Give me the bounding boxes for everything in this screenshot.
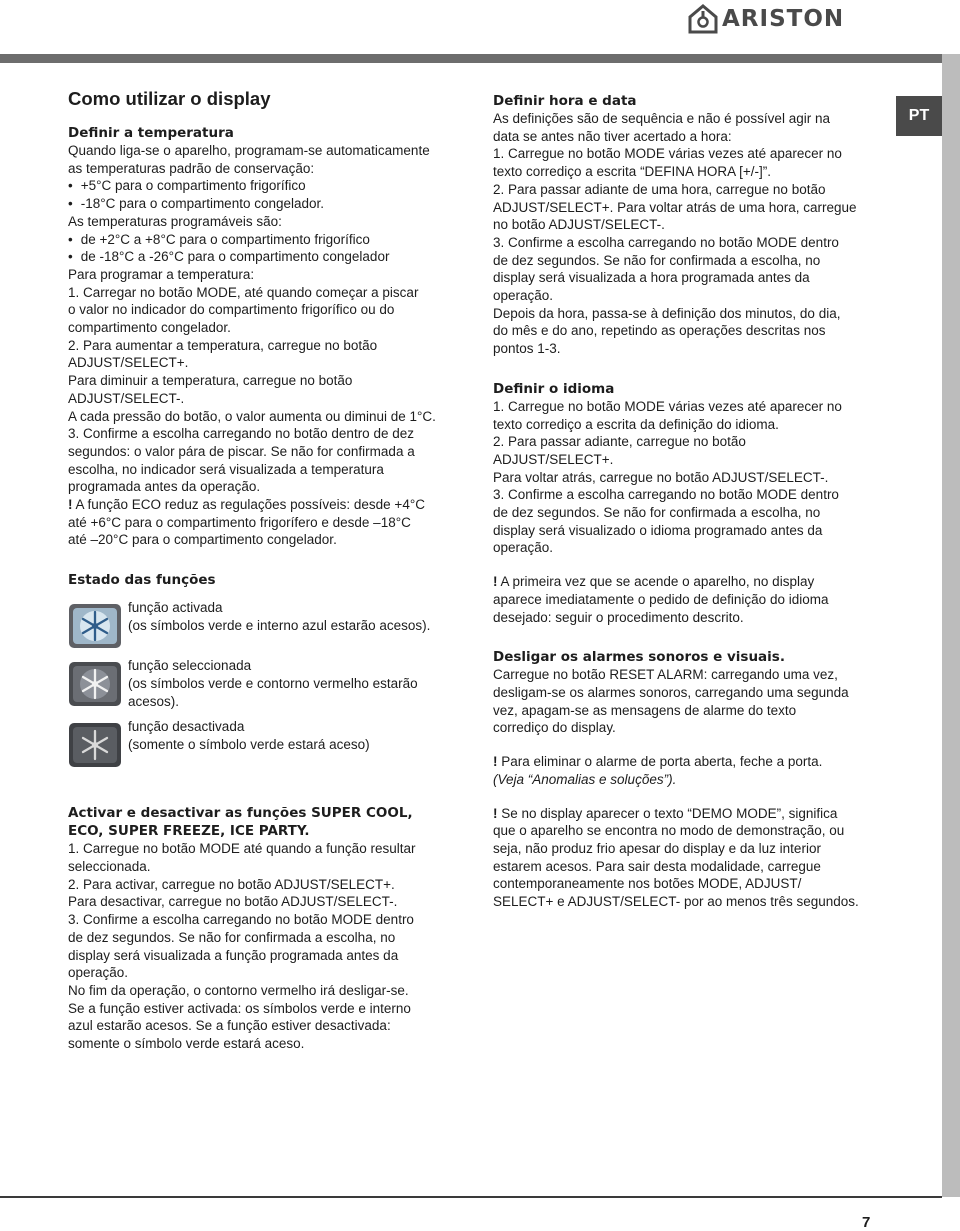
brand-name: ARISTON	[722, 6, 845, 32]
page-number: 7	[862, 1214, 871, 1231]
text-line: 3. Confirme a escolha carregando no botão dentro de dez	[68, 426, 414, 442]
status-desc: acesos).	[128, 693, 180, 709]
first-on-note	[493, 573, 888, 591]
text-line: seja, não produz frio apesar do display e da luz interior	[493, 840, 821, 856]
snowflake-inactive-icon	[68, 722, 122, 768]
text-line: ADJUST/SELECT+.	[68, 355, 189, 371]
text-line: SELECT+ e ADJUST/SELECT- por ao menos três segundos.	[493, 894, 859, 910]
text-line: ADJUST/SELECT+. Para voltar atrás de uma hora, carregue	[493, 199, 857, 215]
section-heading-functions-cont: ECO, SUPER FREEZE, ICE PARTY.	[68, 823, 310, 840]
text-line: 2. Para passar adiante de uma hora, carregue no botão	[493, 181, 826, 197]
right-column	[493, 92, 888, 911]
text-line: A primeira vez que se acende o aparelho, no display	[497, 574, 815, 590]
status-item-selected	[68, 657, 468, 710]
text-line: Se no display aparecer o texto “DEMO MODE”, significa	[497, 805, 838, 821]
footer-divider	[0, 1196, 942, 1198]
text-line: somente o símbolo verde estará aceso.	[68, 1036, 305, 1052]
status-label: função desactivada	[128, 719, 245, 735]
text-line: de dez segundos. Se não for confirmada a escolha, no	[68, 929, 396, 945]
snowflake-active-icon	[68, 603, 122, 649]
brand-logo	[688, 3, 878, 35]
status-desc: (somente o símbolo verde estará aceso)	[128, 736, 370, 752]
text-line: que o aparelho se encontra no modo de demonstração, ou	[493, 823, 845, 839]
header-divider	[0, 54, 960, 63]
section-heading-status: Estado das funções	[68, 572, 216, 589]
text-line: ADJUST/SELECT+.	[493, 451, 614, 467]
snowflake-selected-icon	[68, 661, 122, 707]
warning-mark: !	[493, 574, 498, 590]
text-line: 3. Confirme a escolha carregando no botão MODE dentro	[68, 912, 414, 928]
section-heading-time: Definir hora e data	[493, 93, 637, 109]
text-line: até +6°C para o compartimento frigorífero e desde –18°C	[68, 514, 411, 530]
text-line: as temperaturas padrão de conservação:	[68, 160, 315, 176]
section-heading-alarms: Desligar os alarmes sonoros e visuais.	[493, 649, 785, 666]
text-line: pontos 1-3.	[493, 341, 561, 357]
text-line: texto corrediço a escrita “DEFINA HORA [+/-]”.	[493, 164, 771, 180]
bullet-item: • +5°C para o compartimento frigorífico	[68, 177, 468, 195]
text-line: 2. Para passar adiante, carregue no botão	[493, 434, 746, 450]
text-line: Se a função estiver activada: os símbolos verde e interno	[68, 1000, 411, 1016]
text-line: A função ECO reduz as regulações possíveis: desde +4°C	[72, 497, 425, 513]
text-line: 1. Carregar no botão MODE, até quando começar a piscar	[68, 284, 419, 300]
text-line: do mês e do ano, repetindo as operações descritas nos	[493, 323, 826, 339]
text-line: escolha, no indicador será visualizada a temperatura	[68, 461, 384, 477]
text-line: Para desactivar, carregue no botão ADJUST/SELECT-.	[68, 894, 398, 910]
text-line: desejado: seguir o procedimento descrito.	[493, 609, 744, 625]
text-line: de dez segundos. Se não for confirmada a escolha, no	[493, 252, 821, 268]
text-line: operação.	[493, 540, 554, 556]
demo-note	[493, 805, 888, 823]
text-line: display será visualizada a função programada antes da	[68, 947, 399, 963]
section-heading-functions: Activar e desactivar as funções SUPER COOL,	[68, 805, 413, 822]
door-note	[493, 753, 888, 771]
text-line: operação.	[68, 965, 129, 981]
text-line: As definições são de sequência e não é possível agir na	[493, 111, 830, 126]
text-line: Depois da hora, passa-se à definição dos minutos, do dia,	[493, 305, 841, 321]
text-line: Para voltar atrás, carregue no botão ADJUST/SELECT-.	[493, 469, 829, 485]
status-desc: (os símbolos verde e interno azul estarão acesos).	[128, 617, 431, 633]
status-desc: (os símbolos verde e contorno vermelho estarão	[128, 675, 418, 691]
text-line: compartimento congelador.	[68, 320, 231, 336]
section-heading-temperature: Definir a temperatura	[68, 125, 234, 141]
text-line: As temperaturas programáveis são:	[68, 213, 282, 229]
text-line: Para eliminar o alarme de porta aberta, feche a porta.	[497, 754, 823, 770]
text-line: no botão ADJUST/SELECT-.	[493, 217, 665, 233]
text-line: seleccionada.	[68, 858, 151, 874]
left-column	[68, 88, 468, 1053]
text-line: de dez segundos. Se não for confirmada a escolha, no	[493, 505, 821, 521]
status-item-inactive	[68, 718, 468, 768]
text-line: contemporaneamente nos botões MODE, ADJUST/	[493, 876, 802, 892]
bullet-item: • -18°C para o compartimento congelador.	[68, 195, 468, 213]
text-line: ADJUST/SELECT-.	[68, 390, 185, 406]
text-line: display será visualizada a hora programada antes da	[493, 270, 810, 286]
text-line: vez, apagam-se as mensagens de alarme do texto	[493, 702, 797, 718]
text-line: texto corrediço a escrita da definição do idioma.	[493, 416, 779, 432]
text-line: No fim da operação, o contorno vermelho irá desligar-se.	[68, 982, 409, 998]
text-line: estarem acesos. Para sair desta modalidade, carregue	[493, 858, 821, 874]
text-line: Para diminuir a temperatura, carregue no botão	[68, 373, 353, 389]
text-line: 3. Confirme a escolha carregando no botão MODE dentro	[493, 487, 839, 503]
section-heading-language: Definir o idioma	[493, 380, 615, 397]
eco-note	[68, 496, 468, 514]
page-title: Como utilizar o display	[68, 88, 271, 109]
text-line: até –20°C para o compartimento congelador.	[68, 532, 337, 548]
text-line: A cada pressão do botão, o valor aumenta ou diminui de 1°C.	[68, 408, 436, 424]
bullet-item: • de +2°C a +8°C para o compartimento frigorífico	[68, 231, 468, 249]
text-line: data se antes não tiver acertado a hora:	[493, 128, 732, 144]
bullet-item: • de -18°C a -26°C para o compartimento congelador	[68, 248, 468, 266]
text-line: 2. Para activar, carregue no botão ADJUST/SELECT+.	[68, 876, 395, 892]
warning-mark: !	[68, 497, 73, 513]
house-logo-icon	[688, 4, 718, 34]
text-line: 1. Carregue no botão MODE várias vezes até aparecer no	[493, 398, 842, 414]
warning-mark: !	[493, 805, 498, 821]
side-margin-bar	[942, 54, 960, 1197]
warning-mark: !	[493, 754, 498, 770]
text-line: azul estarão acesos. Se a função estiver desactivada:	[68, 1018, 391, 1034]
text-line: operação.	[493, 288, 554, 304]
text-line: desligam-se os alarmes sonoros, carregando uma segunda	[493, 684, 849, 700]
text-line: 3. Confirme a escolha carregando no botão MODE dentro	[493, 234, 839, 250]
text-line: programada antes da operação.	[68, 479, 261, 495]
status-item-active	[68, 599, 468, 649]
status-label: função activada	[128, 600, 223, 616]
text-line: corrediço do display.	[493, 720, 616, 736]
text-line: (Veja “Anomalias e soluções”).	[493, 771, 677, 787]
text-line: Para programar a temperatura:	[68, 266, 255, 282]
text-line: o valor no indicador do compartimento frigorífico ou do	[68, 302, 395, 318]
text-line: 1. Carregue no botão MODE até quando a função resultar	[68, 841, 416, 857]
text-line: 2. Para aumentar a temperatura, carregue no botão	[68, 337, 378, 353]
text-line: 1. Carregue no botão MODE várias vezes até aparecer no	[493, 146, 842, 162]
language-tab: PT	[896, 96, 942, 136]
text-line: segundos: o valor pára de piscar. Se não for confirmada a	[68, 443, 415, 459]
text-line: aparece imediatamente o pedido de definição do idioma	[493, 591, 829, 607]
text-line: display será visualizado o idioma programado antes da	[493, 522, 823, 538]
text-line: Quando liga-se o aparelho, programam-se automaticamente	[68, 143, 430, 158]
text-line: Carregue no botão RESET ALARM: carregando uma vez,	[493, 667, 838, 683]
status-label: função seleccionada	[128, 658, 252, 674]
